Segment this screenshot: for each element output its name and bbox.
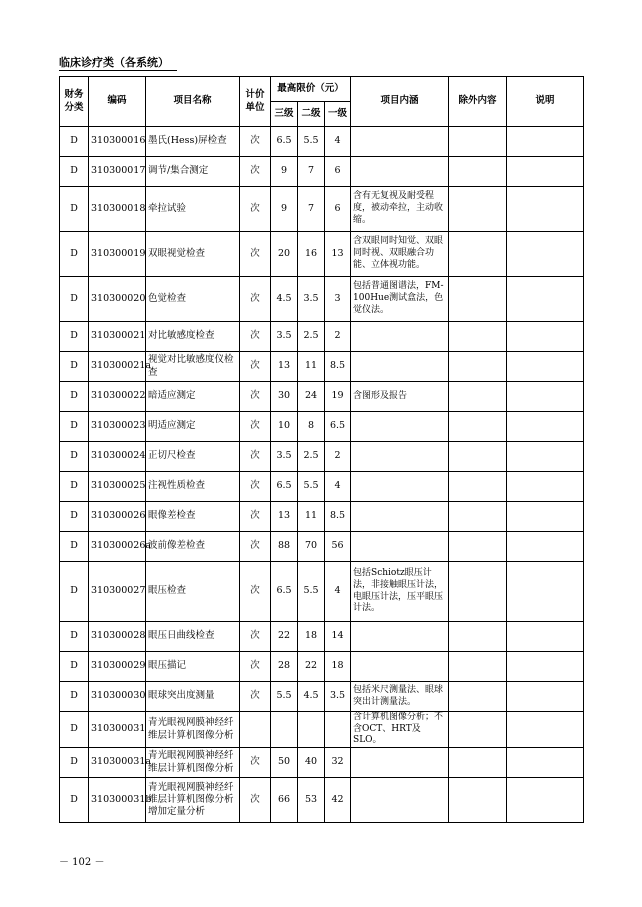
table-header bbox=[60, 77, 584, 127]
table-row bbox=[60, 472, 584, 502]
row-content: 含图形及报告 bbox=[351, 382, 449, 412]
row-price-grade1: 4 bbox=[325, 127, 351, 157]
row-notes bbox=[507, 322, 584, 352]
page-number: － 102 － bbox=[59, 857, 105, 868]
row-unit: 次 bbox=[240, 232, 271, 277]
row-category: D bbox=[60, 127, 89, 157]
row-price-grade2: 24 bbox=[298, 382, 325, 412]
row-name: 正切尺检查 bbox=[146, 442, 240, 472]
row-category: D bbox=[60, 622, 89, 652]
row-content: 含双眼同时知觉、双眼同时视、双眼融合功能、立体视功能。 bbox=[351, 232, 449, 277]
row-unit: 次 bbox=[240, 532, 271, 562]
table-row bbox=[60, 442, 584, 472]
row-name: 青光眼视网膜神经纤维层计算机图像分析 bbox=[146, 712, 240, 748]
table-row bbox=[60, 232, 584, 277]
row-category: D bbox=[60, 157, 89, 187]
row-price-grade2: 40 bbox=[298, 748, 325, 778]
row-notes bbox=[507, 748, 584, 778]
row-exclusions bbox=[449, 382, 507, 412]
row-price-grade3: 9 bbox=[271, 157, 298, 187]
row-unit: 次 bbox=[240, 127, 271, 157]
row-content bbox=[351, 157, 449, 187]
row-name: 眼像差检查 bbox=[146, 502, 240, 532]
row-content bbox=[351, 442, 449, 472]
row-price-grade1: 6.5 bbox=[325, 412, 351, 442]
row-price-grade1: 32 bbox=[325, 748, 351, 778]
row-category: D bbox=[60, 502, 89, 532]
row-price-grade1: 6 bbox=[325, 157, 351, 187]
row-category: D bbox=[60, 562, 89, 622]
row-notes bbox=[507, 187, 584, 232]
row-code: 310300017 bbox=[89, 157, 146, 187]
row-name: 牵拉试验 bbox=[146, 187, 240, 232]
header-grade2: 二级 bbox=[298, 102, 325, 127]
row-price-grade1: 13 bbox=[325, 232, 351, 277]
row-price-grade1: 2 bbox=[325, 442, 351, 472]
table-row bbox=[60, 748, 584, 778]
row-name: 调节/集合测定 bbox=[146, 157, 240, 187]
row-price-grade2: 18 bbox=[298, 622, 325, 652]
header-grade1: 一级 bbox=[325, 102, 351, 127]
header-max-price: 最高限价（元） bbox=[271, 77, 351, 102]
row-price-grade2: 16 bbox=[298, 232, 325, 277]
row-notes bbox=[507, 277, 584, 322]
table-row bbox=[60, 778, 584, 823]
table-row bbox=[60, 277, 584, 322]
row-code: 310300026a bbox=[89, 532, 146, 562]
row-category: D bbox=[60, 322, 89, 352]
row-category: D bbox=[60, 652, 89, 682]
header-grade3: 三级 bbox=[271, 102, 298, 127]
table-row bbox=[60, 562, 584, 622]
row-code: 310300026 bbox=[89, 502, 146, 532]
row-price-grade3: 13 bbox=[271, 502, 298, 532]
section-title: 临床诊疗类（各系统） bbox=[59, 56, 169, 69]
table-row bbox=[60, 157, 584, 187]
row-code: 310300031a bbox=[89, 748, 146, 778]
table-row bbox=[60, 322, 584, 352]
header-exclusions: 除外内容 bbox=[449, 77, 507, 127]
table-row bbox=[60, 622, 584, 652]
table-row bbox=[60, 712, 584, 748]
section-title-underline bbox=[59, 70, 177, 71]
row-exclusions bbox=[449, 277, 507, 322]
row-content bbox=[351, 748, 449, 778]
table-row bbox=[60, 352, 584, 382]
row-content bbox=[351, 322, 449, 352]
row-code: 310300030 bbox=[89, 682, 146, 712]
row-price-grade3 bbox=[271, 712, 298, 748]
row-category: D bbox=[60, 187, 89, 232]
row-price-grade3: 22 bbox=[271, 622, 298, 652]
row-price-grade1: 8.5 bbox=[325, 502, 351, 532]
row-code: 310300025 bbox=[89, 472, 146, 502]
row-price-grade1: 3 bbox=[325, 277, 351, 322]
row-exclusions bbox=[449, 748, 507, 778]
row-code: 310300016 bbox=[89, 127, 146, 157]
row-name: 明适应测定 bbox=[146, 412, 240, 442]
row-unit: 次 bbox=[240, 682, 271, 712]
row-notes bbox=[507, 472, 584, 502]
row-notes bbox=[507, 622, 584, 652]
row-exclusions bbox=[449, 412, 507, 442]
row-name: 视觉对比敏感度仪检查 bbox=[146, 352, 240, 382]
header-code: 编码 bbox=[89, 77, 146, 127]
table-body bbox=[60, 127, 584, 823]
row-price-grade2: 2.5 bbox=[298, 322, 325, 352]
row-code: 310300019 bbox=[89, 232, 146, 277]
row-price-grade2: 70 bbox=[298, 532, 325, 562]
row-category: D bbox=[60, 232, 89, 277]
row-price-grade2: 11 bbox=[298, 352, 325, 382]
row-notes bbox=[507, 127, 584, 157]
row-price-grade3: 6.5 bbox=[271, 562, 298, 622]
row-price-grade1: 56 bbox=[325, 532, 351, 562]
row-unit: 次 bbox=[240, 778, 271, 823]
row-unit: 次 bbox=[240, 412, 271, 442]
header-name: 项目名称 bbox=[146, 77, 240, 127]
row-notes bbox=[507, 682, 584, 712]
row-exclusions bbox=[449, 442, 507, 472]
row-exclusions bbox=[449, 778, 507, 823]
row-code: 310300021 bbox=[89, 322, 146, 352]
row-price-grade3: 9 bbox=[271, 187, 298, 232]
row-category: D bbox=[60, 532, 89, 562]
header-notes: 说明 bbox=[507, 77, 584, 127]
row-code: 310300018 bbox=[89, 187, 146, 232]
row-price-grade1: 18 bbox=[325, 652, 351, 682]
row-category: D bbox=[60, 412, 89, 442]
row-content: 含有无复视及耐受程度，被动牵拉，主动收缩。 bbox=[351, 187, 449, 232]
row-notes bbox=[507, 778, 584, 823]
row-notes bbox=[507, 712, 584, 748]
row-price-grade2: 3.5 bbox=[298, 277, 325, 322]
row-content: 含计算机图像分析；不含OCT、HRT及SLO。 bbox=[351, 712, 449, 748]
row-price-grade2: 5.5 bbox=[298, 127, 325, 157]
row-unit: 次 bbox=[240, 382, 271, 412]
row-price-grade2: 2.5 bbox=[298, 442, 325, 472]
row-price-grade2: 11 bbox=[298, 502, 325, 532]
row-content bbox=[351, 532, 449, 562]
table-row bbox=[60, 502, 584, 532]
row-code: 310300031 bbox=[89, 712, 146, 748]
row-name: 注视性质检查 bbox=[146, 472, 240, 502]
row-name: 眼球突出度测量 bbox=[146, 682, 240, 712]
row-name: 眼压描记 bbox=[146, 652, 240, 682]
row-exclusions bbox=[449, 232, 507, 277]
row-category: D bbox=[60, 352, 89, 382]
row-price-grade3: 3.5 bbox=[271, 442, 298, 472]
row-unit: 次 bbox=[240, 277, 271, 322]
row-exclusions bbox=[449, 157, 507, 187]
row-price-grade3: 6.5 bbox=[271, 127, 298, 157]
row-notes bbox=[507, 382, 584, 412]
row-exclusions bbox=[449, 622, 507, 652]
row-price-grade2: 5.5 bbox=[298, 472, 325, 502]
row-category: D bbox=[60, 778, 89, 823]
row-content: 包括普通图谱法，FM-100Hue测试盒法，色觉仪法。 bbox=[351, 277, 449, 322]
row-price-grade3: 50 bbox=[271, 748, 298, 778]
row-content bbox=[351, 472, 449, 502]
row-price-grade3: 28 bbox=[271, 652, 298, 682]
table-row bbox=[60, 412, 584, 442]
row-code: 310300028 bbox=[89, 622, 146, 652]
row-unit: 次 bbox=[240, 472, 271, 502]
row-content bbox=[351, 778, 449, 823]
row-category: D bbox=[60, 382, 89, 412]
row-category: D bbox=[60, 712, 89, 748]
row-unit bbox=[240, 712, 271, 748]
row-exclusions bbox=[449, 712, 507, 748]
table-row bbox=[60, 127, 584, 157]
row-name: 波前像差检查 bbox=[146, 532, 240, 562]
row-price-grade2: 7 bbox=[298, 187, 325, 232]
row-price-grade2: 53 bbox=[298, 778, 325, 823]
row-price-grade2 bbox=[298, 712, 325, 748]
row-exclusions bbox=[449, 682, 507, 712]
row-exclusions bbox=[449, 562, 507, 622]
row-price-grade1: 19 bbox=[325, 382, 351, 412]
row-code: 310300029 bbox=[89, 652, 146, 682]
row-exclusions bbox=[449, 322, 507, 352]
row-content bbox=[351, 502, 449, 532]
row-name: 墨氏(Hess)屏检查 bbox=[146, 127, 240, 157]
row-code: 310300027 bbox=[89, 562, 146, 622]
row-price-grade3: 6.5 bbox=[271, 472, 298, 502]
row-notes bbox=[507, 157, 584, 187]
table-row bbox=[60, 682, 584, 712]
row-content bbox=[351, 127, 449, 157]
row-notes bbox=[507, 532, 584, 562]
row-price-grade1: 4 bbox=[325, 562, 351, 622]
row-code: 310300022 bbox=[89, 382, 146, 412]
row-price-grade3: 13 bbox=[271, 352, 298, 382]
row-price-grade2: 4.5 bbox=[298, 682, 325, 712]
row-exclusions bbox=[449, 502, 507, 532]
table-row bbox=[60, 187, 584, 232]
fee-table bbox=[59, 76, 584, 823]
header-content: 项目内涵 bbox=[351, 77, 449, 127]
row-code: 310300020 bbox=[89, 277, 146, 322]
header-category: 财务分类 bbox=[60, 77, 89, 127]
row-unit: 次 bbox=[240, 748, 271, 778]
row-price-grade3: 5.5 bbox=[271, 682, 298, 712]
row-code: 310300031b bbox=[89, 778, 146, 823]
row-exclusions bbox=[449, 352, 507, 382]
row-price-grade1: 6 bbox=[325, 187, 351, 232]
header-unit: 计价单位 bbox=[240, 77, 271, 127]
row-name: 眼压检查 bbox=[146, 562, 240, 622]
row-name: 眼压日曲线检查 bbox=[146, 622, 240, 652]
row-price-grade3: 10 bbox=[271, 412, 298, 442]
row-price-grade1: 42 bbox=[325, 778, 351, 823]
row-price-grade1: 3.5 bbox=[325, 682, 351, 712]
row-code: 310300024 bbox=[89, 442, 146, 472]
row-content bbox=[351, 352, 449, 382]
row-name: 双眼视觉检查 bbox=[146, 232, 240, 277]
row-notes bbox=[507, 352, 584, 382]
row-code: 310300021a bbox=[89, 352, 146, 382]
table-row bbox=[60, 532, 584, 562]
row-notes bbox=[507, 232, 584, 277]
row-category: D bbox=[60, 748, 89, 778]
row-price-grade2: 8 bbox=[298, 412, 325, 442]
row-exclusions bbox=[449, 127, 507, 157]
row-category: D bbox=[60, 277, 89, 322]
row-unit: 次 bbox=[240, 502, 271, 532]
row-price-grade2: 7 bbox=[298, 157, 325, 187]
row-category: D bbox=[60, 472, 89, 502]
row-unit: 次 bbox=[240, 562, 271, 622]
row-unit: 次 bbox=[240, 622, 271, 652]
row-unit: 次 bbox=[240, 352, 271, 382]
row-name: 青光眼视网膜神经纤维层计算机图像分析增加定量分析 bbox=[146, 778, 240, 823]
row-name: 对比敏感度检查 bbox=[146, 322, 240, 352]
row-exclusions bbox=[449, 652, 507, 682]
row-notes bbox=[507, 442, 584, 472]
row-price-grade1: 2 bbox=[325, 322, 351, 352]
row-name: 暗适应测定 bbox=[146, 382, 240, 412]
row-content bbox=[351, 412, 449, 442]
table-row bbox=[60, 382, 584, 412]
row-price-grade3: 30 bbox=[271, 382, 298, 412]
row-price-grade1: 14 bbox=[325, 622, 351, 652]
row-price-grade1 bbox=[325, 712, 351, 748]
row-price-grade3: 3.5 bbox=[271, 322, 298, 352]
row-name: 色觉检查 bbox=[146, 277, 240, 322]
row-price-grade3: 4.5 bbox=[271, 277, 298, 322]
row-unit: 次 bbox=[240, 652, 271, 682]
row-content bbox=[351, 652, 449, 682]
row-unit: 次 bbox=[240, 157, 271, 187]
row-exclusions bbox=[449, 187, 507, 232]
row-notes bbox=[507, 562, 584, 622]
row-price-grade3: 88 bbox=[271, 532, 298, 562]
row-notes bbox=[507, 502, 584, 532]
row-content bbox=[351, 622, 449, 652]
row-unit: 次 bbox=[240, 442, 271, 472]
row-exclusions bbox=[449, 472, 507, 502]
row-unit: 次 bbox=[240, 187, 271, 232]
row-price-grade3: 66 bbox=[271, 778, 298, 823]
row-category: D bbox=[60, 442, 89, 472]
row-notes bbox=[507, 412, 584, 442]
row-unit: 次 bbox=[240, 322, 271, 352]
table-row bbox=[60, 652, 584, 682]
row-price-grade1: 4 bbox=[325, 472, 351, 502]
row-price-grade2: 22 bbox=[298, 652, 325, 682]
row-price-grade3: 20 bbox=[271, 232, 298, 277]
row-price-grade1: 8.5 bbox=[325, 352, 351, 382]
row-notes bbox=[507, 652, 584, 682]
row-exclusions bbox=[449, 532, 507, 562]
row-price-grade2: 5.5 bbox=[298, 562, 325, 622]
row-code: 310300023 bbox=[89, 412, 146, 442]
row-name: 青光眼视网膜神经纤维层计算机图像分析 bbox=[146, 748, 240, 778]
row-content: 包括Schiotz眼压计法，非接触眼压计法，电眼压计法，压平眼压计法。 bbox=[351, 562, 449, 622]
row-category: D bbox=[60, 682, 89, 712]
row-content: 包括米尺测量法、眼球突出计测量法。 bbox=[351, 682, 449, 712]
